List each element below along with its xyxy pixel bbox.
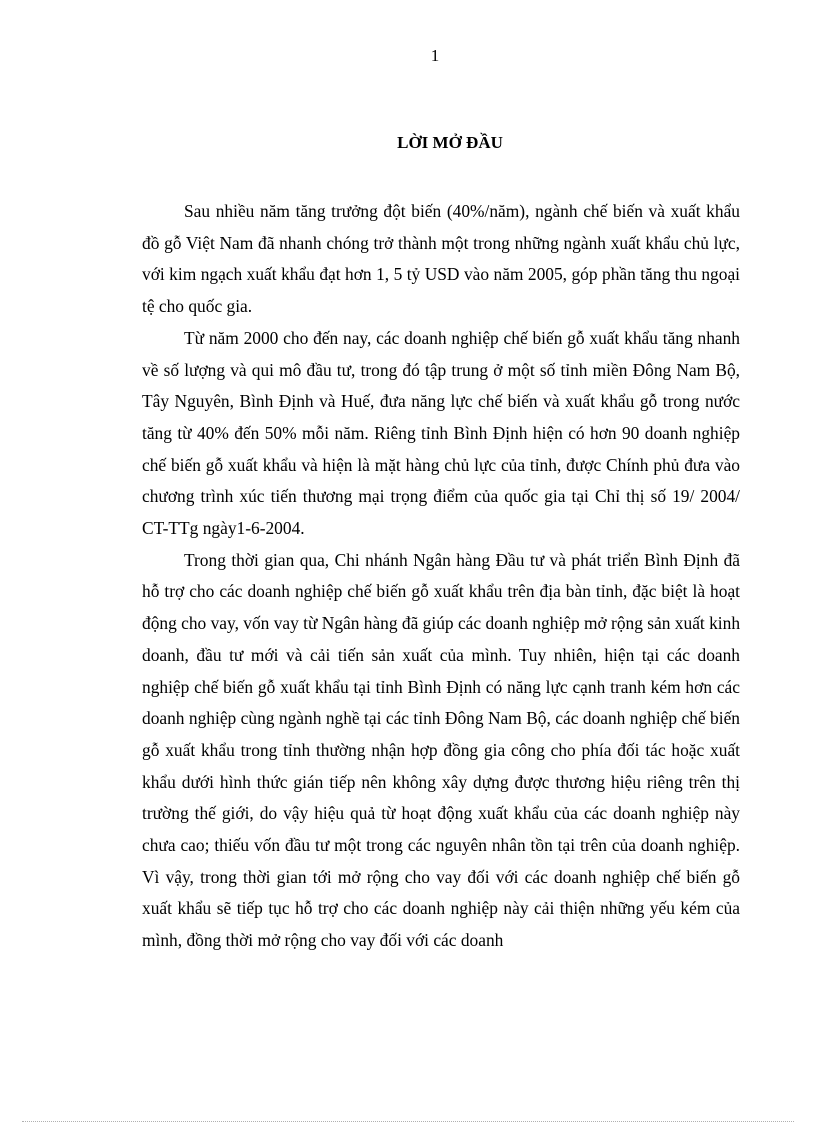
page-title: LỜI MỞ ĐẦU — [397, 133, 503, 152]
paragraph: Sau nhiều năm tăng trưởng đột biến (40%/năm), ngành chế biến và xuất khẩu đồ gỗ Việt Nam đã nhanh chóng trở thành một trong những ngành xuất khẩu chủ lực, với kim ngạch xuất khẩu đạt hơn 1, 5 tỷ USD vào năm 2005, góp phần tăng thu ngoại tệ cho quốc gia. — [142, 201, 740, 317]
paragraph: Trong thời gian qua, Chi nhánh Ngân hàng Đầu tư và phát triển Bình Định đã hỗ trợ cho các doanh nghiệp chế biến gỗ xuất khẩu trên địa bàn tỉnh, đặc biệt là hoạt động cho vay, vốn vay từ Ngân hàng đã giúp các doanh nghiệp mở rộng sản xuất kinh doanh, đầu tư mới và cải tiến sản xuất của mình. Tuy nhiên, hiện tại các doanh nghiệp chế biến gỗ xuất khẩu tại tỉnh Bình Định có năng lực cạnh tranh kém hơn các doanh nghiệp cùng ngành nghề tại các tỉnh Đông Nam Bộ, các doanh nghiệp chế biến gỗ xuất khẩu trong tỉnh thường nhận hợp đồng gia công cho phía đối tác hoặc xuất khẩu dưới hình thức gián tiếp nên không xây dựng được thương hiệu riêng trên thị trường thế giới, do vậy hiệu quả từ hoạt động xuất khẩu của các doanh nghiệp này chưa cao; thiếu vốn đầu tư một trong các nguyên nhân tồn tại trên của doanh nghiệp. Vì vậy, trong thời gian tới mở rộng cho vay đối với các doanh nghiệp chế biến gỗ xuất khẩu sẽ tiếp tục hỗ trợ cho các doanh nghiệp này cải thiện những yếu kém của mình, đồng thời mở rộng cho vay đối với các doanh — [142, 549, 741, 951]
document-body — [142, 196, 740, 957]
page-bottom-divider — [22, 1121, 794, 1122]
page-number: 1 — [430, 46, 440, 65]
paragraph: Từ năm 2000 cho đến nay, các doanh nghiệp chế biến gỗ xuất khẩu tăng nhanh về số lượng và qui mô đầu tư, trong đó tập trung ở một số tỉnh miền Đông Nam Bộ, Tây Nguyên, Bình Định và Huế, đưa năng lực chế biến và xuất khẩu gỗ trong nước tăng từ 40% đến 50% mỗi năm. Riêng tỉnh Bình Định hiện có hơn 90 doanh nghiệp chế biến gỗ xuất khẩu và hiện là mặt hàng chủ lực của tỉnh, được Chính phủ đưa vào chương trình xúc tiến thương mại trọng điểm của quốc gia tại Chỉ thị số 19/ 2004/ CT-TTg ngày1-6-2004. — [142, 327, 740, 539]
